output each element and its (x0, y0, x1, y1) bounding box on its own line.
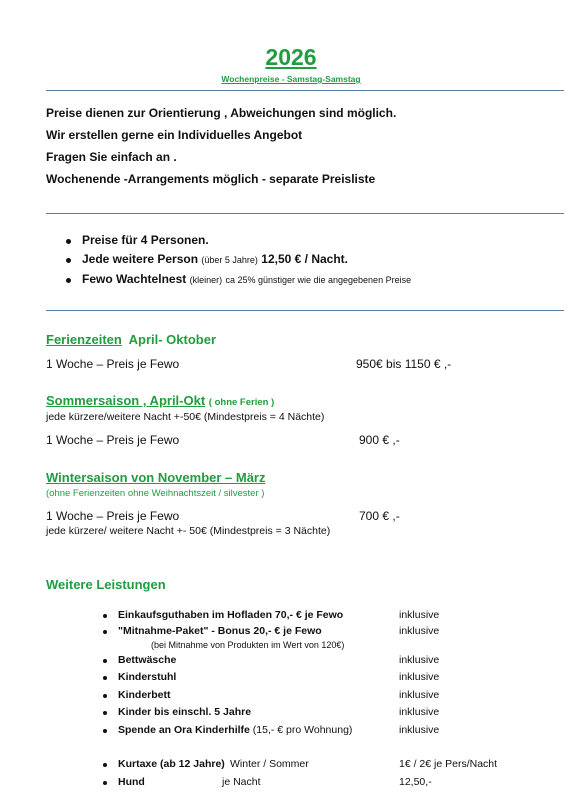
leistung-label: Kinderbett (118, 689, 171, 701)
intro-line-1: Preise dienen zur Orientierung , Abweichungen sind möglich. (46, 106, 397, 120)
page-subtitle: Wochenpreise - Samstag-Samstag (221, 74, 361, 84)
intro-line-4: Wochenende -Arrangements möglich - separate Preisliste (46, 172, 376, 186)
leistung-label: Bettwäsche (118, 654, 177, 666)
donation-amount: (15,- € pro Wohnung) (252, 724, 353, 736)
winter-note: jede kürzere/ weitere Nacht +- 50€ (Mindestpreis = 3 Nächte) (46, 525, 331, 537)
bullet-icon (103, 694, 107, 698)
leistung-value: inklusive (399, 671, 440, 683)
winter-subnote: (ohne Ferienzeiten ohne Weihnachtszeit / silvester ) (46, 488, 265, 499)
leistung-note: (bei Mitnahme von Produkten im Wert von 120€) (151, 640, 345, 650)
ferien-week-label: 1 Woche – Preis je Fewo (46, 357, 180, 371)
kurtaxe-value: 1€ / 2€ je Pers/Nacht (399, 758, 498, 770)
leistung-label: Einkaufsguthaben im Hofladen 70,- € je Fewo (118, 609, 344, 621)
sommer-title: Sommersaison , April-Okt (46, 393, 206, 408)
kurtaxe-label: Kurtaxe (ab 12 Jahre) (118, 758, 225, 770)
leistung-label: "Mitnahme-Paket" - Bonus 20,- € je Fewo (118, 625, 322, 637)
hund-value: 12,50,- (399, 776, 432, 788)
extra-person-age: (über 5 Jahre) (201, 255, 258, 265)
bullet-icon (103, 659, 107, 663)
leistung-value: inklusive (399, 724, 440, 736)
leistung-value: inklusive (399, 689, 440, 701)
winter-week-label: 1 Woche – Preis je Fewo (46, 509, 180, 523)
extra-person-label: Jede weitere Person (82, 252, 199, 266)
intro-line-3: Fragen Sie einfach an . (46, 150, 177, 164)
hund-label: Hund (118, 776, 145, 788)
ferien-title: Ferienzeiten (46, 332, 122, 347)
bullet-icon (103, 763, 107, 767)
wachtelnest-size: (kleiner) (189, 275, 223, 285)
page-title: 2026 (265, 44, 317, 70)
info-extra-person (82, 252, 348, 266)
divider (46, 213, 564, 214)
info-wachtelnest (82, 272, 411, 286)
leistung-value: inklusive (399, 625, 440, 637)
leistung-value: inklusive (399, 654, 440, 666)
extra-person-price: 12,50 € / Nacht. (261, 252, 348, 266)
leistung-donation (118, 724, 352, 736)
leistung-label: Kinder bis einschl. 5 Jahre (118, 706, 252, 718)
sommer-week-label: 1 Woche – Preis je Fewo (46, 433, 180, 447)
bullet-icon (66, 239, 71, 244)
winter-week-price: 700 € ,- (359, 509, 400, 523)
bullet-icon (66, 258, 71, 263)
bullet-icon (103, 676, 107, 680)
kurtaxe-season: Winter / Sommer (230, 758, 309, 770)
bullet-icon (66, 278, 71, 283)
ferien-period: April- Oktober (128, 332, 217, 347)
bullet-icon (103, 630, 107, 634)
leistungen-title: Weitere Leistungen (46, 577, 166, 592)
bullet-icon (103, 781, 107, 785)
donation-label: Spende an Ora Kinderhilfe (118, 724, 250, 736)
hund-unit: je Nacht (222, 776, 261, 788)
bullet-icon (103, 711, 107, 715)
wachtelnest-note: ca 25% günstiger wie die angegebenen Preise (225, 275, 412, 285)
ferien-week-price: 950€ bis 1150 € ,- (356, 357, 452, 371)
wachtelnest-label: Fewo Wachtelnest (82, 272, 187, 286)
leistung-label: Kinderstuhl (118, 671, 177, 683)
divider (46, 310, 564, 311)
bullet-icon (103, 729, 107, 733)
ferien-heading (46, 332, 216, 347)
divider (46, 90, 564, 91)
sommer-note: jede kürzere/weitere Nacht +-50€ (Mindestpreis = 4 Nächte) (46, 411, 325, 423)
intro-line-2: Wir erstellen gerne ein Individuelles Angebot (46, 128, 303, 142)
winter-title: Wintersaison von November – März (46, 470, 266, 485)
leistung-value: inklusive (399, 706, 440, 718)
info-price-persons: Preise für 4 Personen. (82, 233, 209, 247)
sommer-note-inline: ( ohne Ferien ) (208, 397, 275, 408)
sommer-heading (46, 393, 274, 408)
sommer-week-price: 900 € ,- (359, 433, 400, 447)
leistung-value: inklusive (399, 609, 440, 621)
bullet-icon (103, 614, 107, 618)
